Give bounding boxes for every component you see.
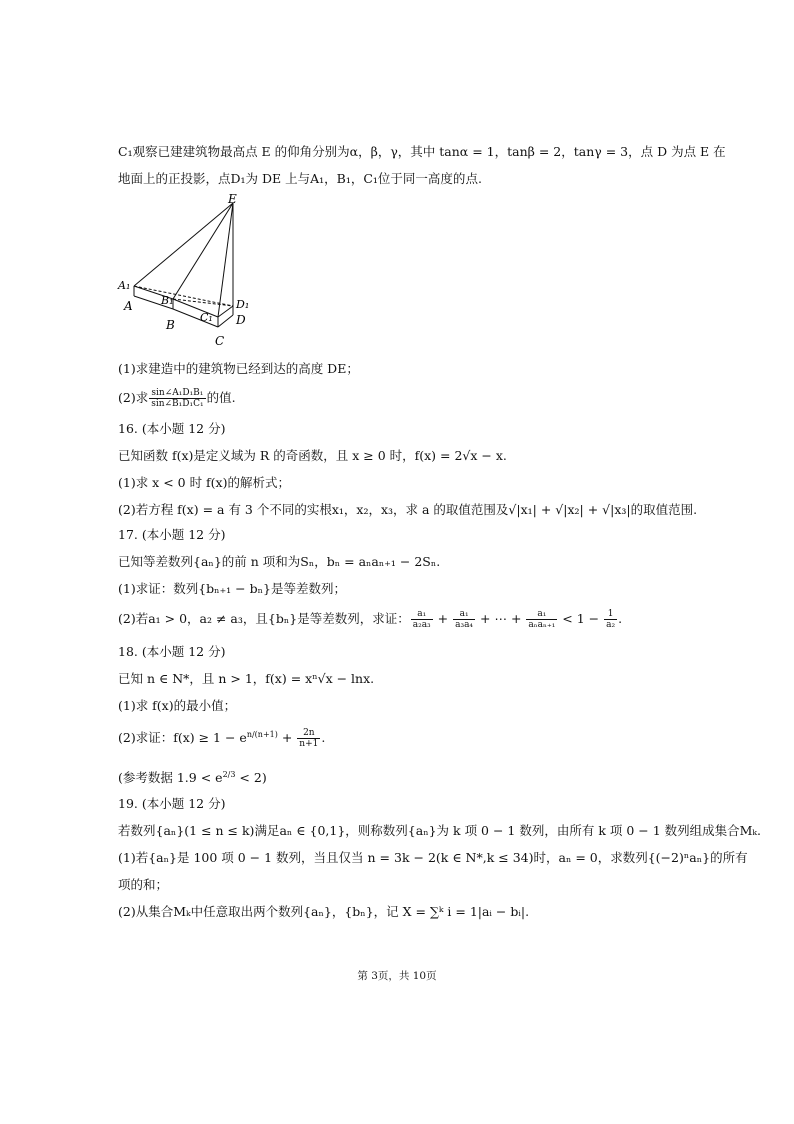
- q17-lt: < 1 −: [562, 611, 600, 626]
- q15-part2-prefix: (2)求: [118, 390, 149, 405]
- q19-part2: (2)从集合Mₖ中任意取出两个数列{aₙ}，{bₙ}，记 X = ∑ᵏ i = 1|aᵢ − bᵢ|.: [118, 904, 530, 919]
- q16-part1: (1)求 x < 0 时 f(x)的解析式；: [118, 475, 290, 490]
- q16-stem: 已知函数 f(x)是定义域为 R 的奇函数，且 x ≥ 0 时，f(x) = 2√x − x.: [118, 448, 507, 463]
- page-footer: 第 3页，共 10页: [357, 970, 437, 982]
- q15-part2-suffix: 的值.: [206, 390, 236, 405]
- q18-ref-prefix: (参考数据 1.9 < e: [118, 770, 223, 786]
- q19-stem: 若数列{aₙ}(1 ≤ n ≤ k)满足aₙ ∈ {0,1}，则称数列{aₙ}为 k 项 0 − 1 数列，由所有 k 项 0 − 1 数列组成集合Mₖ.: [118, 823, 761, 838]
- q17-stem: 已知等差数列{aₙ}的前 n 项和为Sₙ，bₙ = aₙaₙ₊₁ − 2Sₙ.: [118, 554, 441, 569]
- q15-fraction-den: sin∠B₁D₁C₁: [151, 399, 204, 409]
- geometry-figure: [116, 193, 256, 353]
- q18-part2: (2)求证：$f(x) \ge 1 - e^{n/(n+1)}$ + $\frac{2n}{n+1}$ .: [118, 728, 326, 750]
- q15-part2: [118, 387, 694, 409]
- q18-stem: 已知 n ∈ N*，且 n > 1，f(x) = xⁿ√x − lnx.: [118, 671, 375, 686]
- q15-fraction-num: sin∠A₁D₁B₁: [149, 388, 205, 399]
- q16-part2: (2)若方程 f(x) = a 有 3 个不同的实根x₁，x₂，x₃，求 a 的取值范围及√|x₁| + √|x₂| + √|x₃|的取值范围.: [118, 502, 698, 517]
- q18-heading: 18. (本小题 12 分): [118, 644, 226, 659]
- q19-part1-line1: (1)若{aₙ}是 100 项 0 − 1 数列，当且仅当 n = 3k − 2(k ∈ N*,k ≤ 34)时，aₙ = 0，求数列{(−2)ⁿaₙ}的所有: [118, 850, 748, 865]
- label-B: B: [166, 318, 175, 332]
- q18-part1: (1)求 f(x)的最小值；: [118, 698, 237, 713]
- q19-heading: 19. (本小题 12 分): [118, 796, 226, 811]
- text-line-1: C₁观察已建建筑物最高点 E 的仰角分别为α，β，γ，其中 tanα = 1，tanβ = 2，tanγ = 3，点 D 为点 E 在: [118, 144, 726, 159]
- label-D: D: [236, 313, 246, 327]
- q18-ref-exponent: 2/3: [222, 770, 236, 779]
- q18-reference: [118, 764, 694, 789]
- q19-part1-line2: 项的和；: [118, 877, 169, 892]
- label-C: C: [215, 334, 225, 348]
- q17-part2: (2)若a₁ > 0，a₂ ≠ a₃，且{bₙ}是等差数列，求证： $\frac{\text{a₁}}{\text{a₂a₃}}$ + $\frac{\text{a₁}}{\text{a₃a₄}}$ + ⋯ + $\frac{\text{a₁}}{\text{aₙaₙ₊₁}}$ < 1 − $\frac{1}{\text{a₂}}$ .: [118, 609, 623, 630]
- q15-part1: (1)求建造中的建筑物已经到达的高度 DE；: [118, 361, 359, 376]
- q16-heading: 16. (本小题 12 分): [118, 421, 226, 436]
- q17-frac-3: $\frac{\text{a₁}}{\text{aₙaₙ₊₁}}$: [528, 609, 556, 630]
- text-line-2: 地面上的正投影，点D₁为 DE 上与A₁，B₁，C₁位于同一高度的点.: [118, 171, 482, 186]
- q17-part1: (1)求证：数列{bₙ₊₁ − bₙ}是等差数列；: [118, 581, 346, 596]
- q18-exponent: n/(n+1): [246, 730, 278, 739]
- label-E: E: [228, 193, 237, 206]
- q15-fraction: [149, 388, 205, 409]
- q17-frac-4: $\frac{1}{\text{a₂}}$: [606, 609, 616, 630]
- label-A: A: [124, 299, 133, 313]
- label-A1: A₁: [118, 279, 131, 292]
- label-C1: C₁: [200, 311, 213, 324]
- q17-part2-prefix: (2)若a₁ > 0，a₂ ≠ a₃，且{bₙ}是等差数列，求证：: [118, 611, 410, 626]
- q18-part2-prefix: (2)求证：f(x) ≥ 1 − e: [118, 730, 247, 746]
- label-D1: D₁: [236, 298, 250, 311]
- q18-ref-suffix: < 2): [239, 770, 267, 786]
- q17-frac-1: $\frac{\text{a₁}}{\text{a₂a₃}}$: [412, 609, 431, 630]
- label-B1: B₁: [161, 294, 174, 307]
- q18-fraction: $\frac{2n}{n+1}$: [299, 728, 319, 750]
- q17-frac-2: $\frac{\text{a₁}}{\text{a₃a₄}}$: [455, 609, 474, 630]
- q17-ellipsis: + ⋯ +: [480, 611, 522, 626]
- q17-heading: 17. (本小题 12 分): [118, 527, 226, 542]
